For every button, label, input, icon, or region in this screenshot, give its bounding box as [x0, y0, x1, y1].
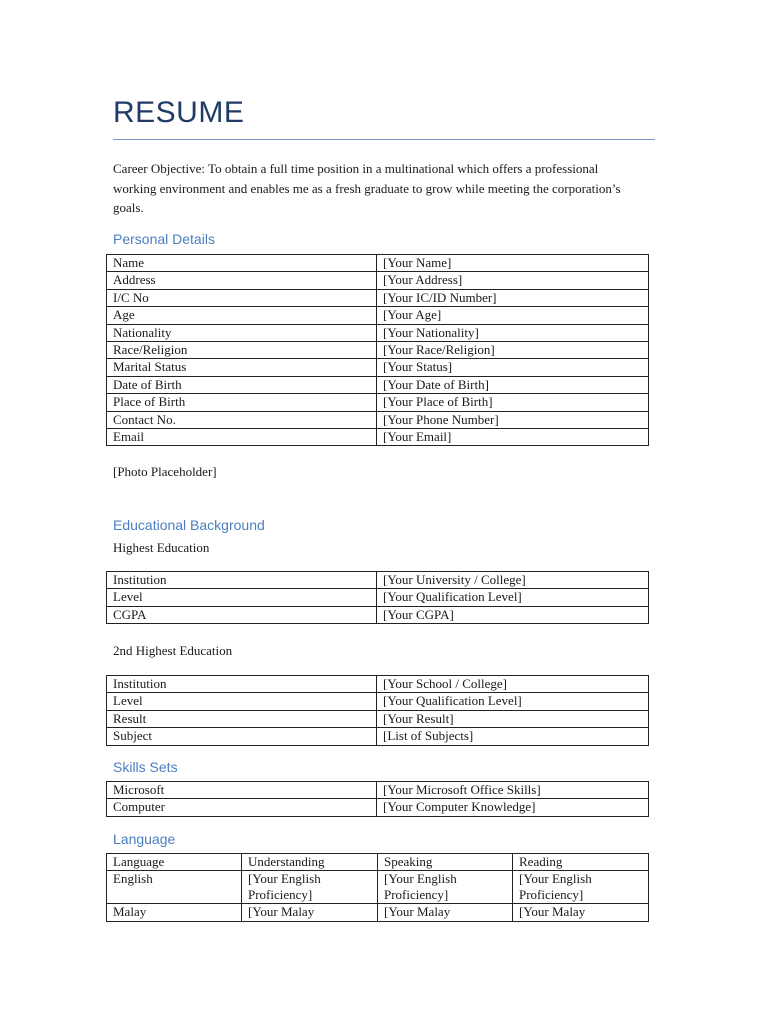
language-column-header: Reading — [513, 854, 649, 871]
personal-detail-row — [107, 359, 649, 376]
personal-detail-row — [107, 341, 649, 358]
personal-details-heading: Personal Details — [113, 231, 215, 247]
personal-detail-row — [107, 255, 649, 272]
skill-value: [Your Microsoft Office Skills] — [377, 782, 649, 799]
highest-education-value: [Your University / College] — [377, 572, 649, 589]
language-cell: English — [107, 871, 242, 904]
language-cell: [Your English Proficiency] — [242, 871, 378, 904]
language-cell: [Your Malay — [378, 904, 513, 921]
highest-education-label: Institution — [107, 572, 377, 589]
language-cell: [Your English Proficiency] — [513, 871, 649, 904]
personal-detail-label: Date of Birth — [107, 376, 377, 393]
skills-table — [106, 781, 649, 817]
second-education-value: [List of Subjects] — [377, 728, 649, 745]
skill-label: Microsoft — [107, 782, 377, 799]
highest-education-table — [106, 571, 649, 624]
second-education-row — [107, 710, 649, 727]
highest-education-label: Highest Education — [113, 540, 210, 555]
personal-detail-value: [Your Age] — [377, 307, 649, 324]
personal-details-table — [106, 254, 649, 446]
personal-detail-label: Nationality — [107, 324, 377, 341]
second-education-value: [Your Qualification Level] — [377, 693, 649, 710]
skill-label: Computer — [107, 799, 377, 816]
personal-detail-row — [107, 324, 649, 341]
skills-sets-heading: Skills Sets — [113, 759, 178, 775]
personal-detail-value: [Your Phone Number] — [377, 411, 649, 428]
educational-background-heading: Educational Background — [113, 517, 265, 533]
personal-detail-label: Race/Religion — [107, 341, 377, 358]
personal-detail-label: Marital Status — [107, 359, 377, 376]
second-education-table — [106, 675, 649, 746]
personal-detail-value: [Your IC/ID Number] — [377, 289, 649, 306]
highest-education-row — [107, 606, 649, 623]
personal-detail-value: [Your Address] — [377, 272, 649, 289]
language-header-row — [107, 854, 649, 871]
personal-detail-label: Email — [107, 428, 377, 445]
personal-detail-value: [Your Status] — [377, 359, 649, 376]
second-education-value: [Your Result] — [377, 710, 649, 727]
language-column-header: Language — [107, 854, 242, 871]
personal-detail-value: [Your Place of Birth] — [377, 394, 649, 411]
personal-detail-row — [107, 272, 649, 289]
second-education-row — [107, 693, 649, 710]
second-education-label: Subject — [107, 728, 377, 745]
career-objective: Career Objective: To obtain a full time position in a multinational which offers a professional working environment and enables me as a fresh graduate to grow while meeting the corporation’s goals. — [113, 161, 621, 215]
language-heading: Language — [113, 831, 176, 847]
personal-detail-row — [107, 428, 649, 445]
language-column-header: Speaking — [378, 854, 513, 871]
language-column-header: Understanding — [242, 854, 378, 871]
second-education-row — [107, 676, 649, 693]
skill-row — [107, 782, 649, 799]
personal-detail-row — [107, 411, 649, 428]
highest-education-value: [Your CGPA] — [377, 606, 649, 623]
language-table — [106, 853, 649, 922]
language-row — [107, 871, 649, 904]
second-education-label: Result — [107, 710, 377, 727]
second-education-label: Level — [107, 693, 377, 710]
second-education-label: Institution — [107, 676, 377, 693]
highest-education-row — [107, 572, 649, 589]
language-row — [107, 904, 649, 921]
personal-detail-row — [107, 289, 649, 306]
personal-detail-label: Place of Birth — [107, 394, 377, 411]
title-divider — [113, 139, 655, 140]
skill-value: [Your Computer Knowledge] — [377, 799, 649, 816]
second-education-label: 2nd Highest Education — [113, 643, 233, 658]
personal-detail-row — [107, 394, 649, 411]
personal-detail-value: [Your Race/Religion] — [377, 341, 649, 358]
personal-detail-value: [Your Email] — [377, 428, 649, 445]
second-education-row — [107, 728, 649, 745]
second-education-value: [Your School / College] — [377, 676, 649, 693]
highest-education-label: Level — [107, 589, 377, 606]
skill-row — [107, 799, 649, 816]
page-title: RESUME — [113, 96, 245, 129]
language-cell: [Your Malay — [513, 904, 649, 921]
personal-detail-label: Address — [107, 272, 377, 289]
language-cell: [Your Malay — [242, 904, 378, 921]
personal-detail-label: Age — [107, 307, 377, 324]
personal-detail-value: [Your Nationality] — [377, 324, 649, 341]
personal-detail-value: [Your Date of Birth] — [377, 376, 649, 393]
personal-detail-label: I/C No — [107, 289, 377, 306]
personal-detail-label: Name — [107, 255, 377, 272]
personal-detail-value: [Your Name] — [377, 255, 649, 272]
highest-education-label: CGPA — [107, 606, 377, 623]
language-cell: Malay — [107, 904, 242, 921]
highest-education-row — [107, 589, 649, 606]
personal-detail-label: Contact No. — [107, 411, 377, 428]
photo-placeholder: [Photo Placeholder] — [113, 464, 217, 479]
personal-detail-row — [107, 376, 649, 393]
personal-detail-row — [107, 307, 649, 324]
language-cell: [Your English Proficiency] — [378, 871, 513, 904]
highest-education-value: [Your Qualification Level] — [377, 589, 649, 606]
